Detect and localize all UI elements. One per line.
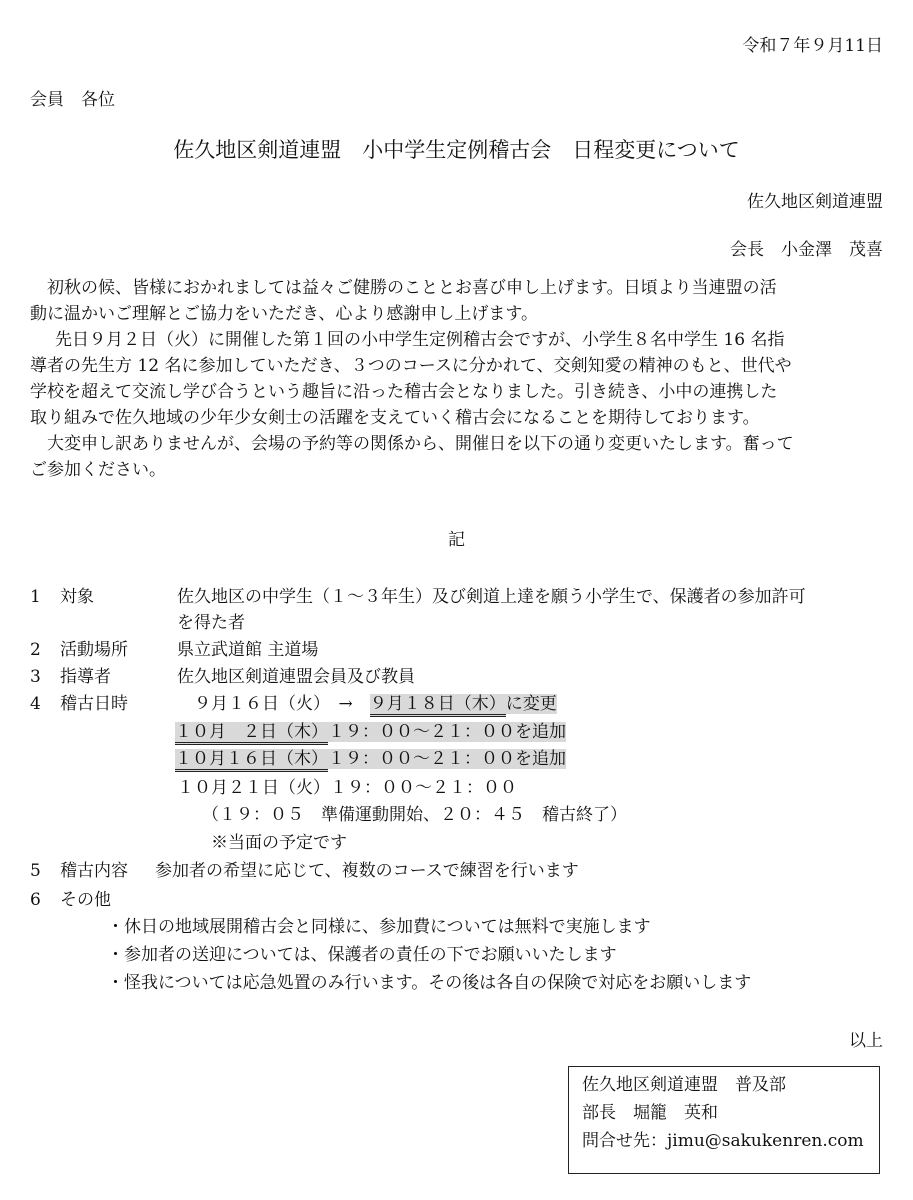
added-date: １０月１６日（木） <box>175 749 328 772</box>
document-date: 令和７年９月11日 <box>742 36 883 56</box>
item-number: 1 <box>30 587 41 607</box>
paragraph-line: ご参加ください。 <box>30 460 166 480</box>
closing-mark: 以上 <box>849 1031 883 1051</box>
schedule-detail: （１９：０５ 準備運動開始、２０：４５ 稽古終了） <box>202 805 627 825</box>
bullet-item: ・参加者の送迎については、保護者の責任の下でお願いいたします <box>107 945 617 965</box>
item-label-instructors: 指導者 <box>60 667 111 687</box>
item-label-content: 稽古内容 <box>60 861 128 881</box>
item-text-target: 佐久地区の中学生（１～３年生）及び剣道上達を願う小学生で、保護者の参加許可 <box>177 587 806 607</box>
paragraph-line: 学校を超えて交流し学び合うという趣旨に沿った稽古会となりました。引き続き、小中の連携した <box>30 382 778 402</box>
old-date: ９月１６日（火） → <box>194 694 370 714</box>
paragraph-line: 動に温かいご理解とご協力をいただき、心より感謝申し上げます。 <box>30 304 538 324</box>
item-label-venue: 活動場所 <box>60 640 128 660</box>
schedule-change-line <box>194 691 557 717</box>
added-time: １９：００～２１：００を追加 <box>328 722 566 742</box>
item-number: 5 <box>30 861 41 881</box>
document-title: 佐久地区剣道連盟 小中学生定例稽古会 日程変更について <box>173 138 740 162</box>
item-label-target: 対象 <box>60 587 94 607</box>
schedule-add-line-1 <box>175 719 566 745</box>
item-text-target-cont: を得た者 <box>177 613 245 633</box>
item-number: 4 <box>30 694 41 714</box>
contact-email: 問合せ先：jimu@sakukenren.com <box>582 1131 864 1151</box>
ki-heading: 記 <box>448 530 465 550</box>
new-date-suffix: に変更 <box>505 694 557 714</box>
bullet-item: ・休日の地域展開稽古会と同様に、参加費については無料で実施します <box>107 917 651 937</box>
contact-person: 部長 堀籠 英和 <box>582 1103 718 1123</box>
contact-box <box>568 1066 880 1174</box>
schedule-note: ※当面の予定です <box>211 833 347 853</box>
item-label-schedule: 稽古日時 <box>60 694 128 714</box>
sender-name: 会長 小金澤 茂喜 <box>730 240 883 260</box>
item-text-instructors: 佐久地区剣道連盟会員及び教員 <box>177 667 415 687</box>
paragraph-line: 導者の先生方 12 名に参加していただき、３つのコースに分かれて、交剣知愛の精神のもと、世代や <box>30 356 792 376</box>
schedule-line: １０月２１日（火）１９：００～２１：００ <box>177 778 517 798</box>
added-date: １０月 ２日（木） <box>175 722 328 745</box>
item-number: 6 <box>30 890 41 910</box>
sender-organization: 佐久地区剣道連盟 <box>747 192 883 212</box>
added-time: １９：００～２１：００を追加 <box>328 749 566 769</box>
paragraph-line: 初秋の候、皆様におかれましては益々ご健勝のこととお喜び申し上げます。日頃より当連盟の活 <box>47 278 777 298</box>
bullet-item: ・怪我については応急処置のみ行います。その後は各自の保険で対応をお願いします <box>107 973 752 993</box>
item-text-content: 参加者の希望に応じて、複数のコースで練習を行います <box>155 861 579 881</box>
item-label-other: その他 <box>60 890 111 910</box>
body-text <box>30 276 890 484</box>
schedule-add-line-2 <box>175 746 566 772</box>
new-date: ９月１８日（木） <box>370 694 506 717</box>
paragraph-line: 取り組みで佐久地域の少年少女剣士の活躍を支えていく稽古会になることを期待しております。 <box>30 408 760 428</box>
addressee: 会員 各位 <box>30 90 115 110</box>
paragraph-line: 先日９月２日（火）に開催した第１回の小中学生定例稽古会ですが、小学生８名中学生 16 名指 <box>55 330 785 350</box>
item-text-venue: 県立武道館 主道場 <box>177 640 319 660</box>
item-number: 3 <box>30 667 41 687</box>
paragraph-line: 大変申し訳ありませんが、会場の予約等の関係から、開催日を以下の通り変更いたします。奮って <box>47 434 794 454</box>
contact-department: 佐久地区剣道連盟 普及部 <box>582 1075 786 1095</box>
item-number: 2 <box>30 640 41 660</box>
